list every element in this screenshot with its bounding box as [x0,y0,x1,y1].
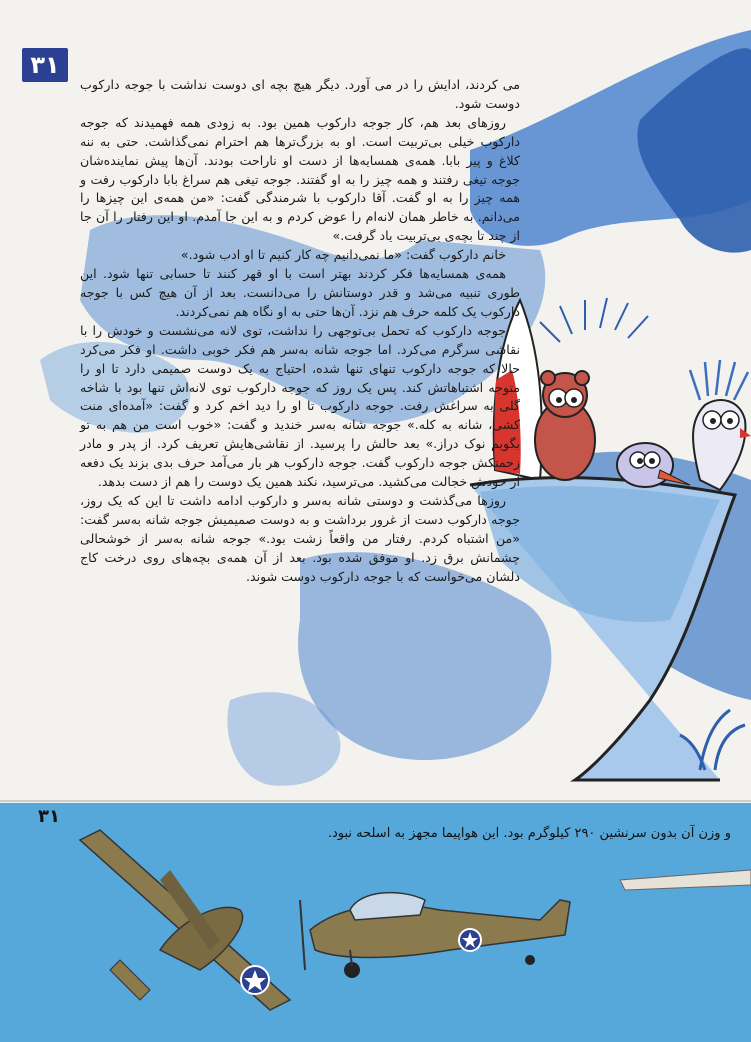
bear-cub [535,371,595,480]
story-paragraph: همه‌ی همسایه‌ها فکر کردند بهتر است با او قهر کنند تا حسابی تنها شود. این طوری تنبیه می‌شد و قدر دوستانش را می‌دانست. بعد از آن هیچ کس با جوجه دارکوب یک کلمه حرف هم نزد. آن‌ها حتی به او نگاه هم نمی‌کردند. [80,266,520,319]
bottom-caption: و وزن آن بدون سرنشین ۲۹۰ کیلوگرم بود. این هواپیما مجهز به اسلحه نبود. [327,826,731,841]
hoopoe-chick [690,360,751,490]
page-number: ۳۱ [22,48,68,82]
page-divider [0,800,751,802]
airplanes-illustration [60,810,751,1042]
story-text [80,76,520,586]
airplane-wing-partial [620,870,751,890]
story-paragraph: جوجه دارکوب که تحمل بی‌توجهی را نداشت، توی لانه می‌نشست و خودش را با نقاشی سرگرم می‌کرد. اما جوجه شانه به‌سر هم فکر خوبی داشت. او فکر می‌کرد حالا که جوجه دارکوب تنهای تنها شده، احتیاج به یک دوست صمیمی دارد تا او را متوجه اشتباهاتش کند. پس یک روز که جوجه دارکوب توی لانه‌اش تنها بود با شاخه گلی به سراغش رفت. جوجه دارکوب تا او را دید اخم کرد و گفت: «آمده‌ای منت کشی، شانه به کله.» جوجه شانه به‌سر خندید و گفت: «خوب است من هم به تو بگویم نوک دراز.» بعد حالش را پرسید. از نقاشی‌هایش تعریف کرد. از پدر و مادر زحمتکش جوجه دارکوب گفت. جوجه دارکوب هر بار می‌آمد حرف بدی بزند یک دفعه از خودش خجالت می‌کشید. می‌ترسید، نکند همین یک دوست را هم از دست بدهد. [80,322,520,490]
airplane-side-view-icon [300,893,570,978]
bottom-page-number: ۳۱ [38,806,60,827]
story-paragraph: روزهای بعد هم، کار جوجه دارکوب همین بود. به زودی همه فهمیدند که جوجه دارکوب خیلی بی‌تربیت است. او به بزرگ‌ترها هم احترام نمی‌گذاشت. حتی به ننه کلاغ و پیر بابا. همه‌ی همسایه‌ها از دست او ناراحت بودند. آن‌ها پیش نماینده‌شان جوجه تیغی رفتند و همه چیز را به او گفتند. جوجه تیغی هم سراغ بابا دارکوب رفت و همه چیز را به او گفت. آقا دارکوب با شرمندگی گفت: «من همه‌ی این چیزها را می‌دانم. به خاطر همان لانه‌ام را عوض کردم و به این جا آمدم. او این رفتار را آن جا از چند تا بچه‌ی بی‌تربیت یاد گرفت.» [80,114,520,244]
spiky-drawing [540,298,648,342]
story-paragraph: می کردند، ادایش را در می آورد. دیگر هیچ بچه ای دوست نداشت با جوجه دارکوب دوست شود. [80,77,520,111]
story-paragraph: خانم دارکوب گفت: «ما نمی‌دانیم چه کار کنیم تا او ادب شود.» [180,247,506,263]
story-paragraph: روزها می‌گذشت و دوستی شانه به‌سر و دارکوب ادامه داشت تا این که یک روز، جوجه دارکوب دست از غرور برداشت و به دوست صمیمیش جوجه شانه به‌سر گفت: «من اشتباه کردم. رفتار من واقعاً زشت بود.» جوجه شانه به‌سر از خوشحالی چشمانش برق زد. او موفق شده بود. بعد از آن همه‌ی بچه‌های روی درخت کاج دلشان می‌خواست که با جوجه دارکوب دوست شوند. [80,492,520,584]
airplane-top-view-icon [80,830,290,1010]
